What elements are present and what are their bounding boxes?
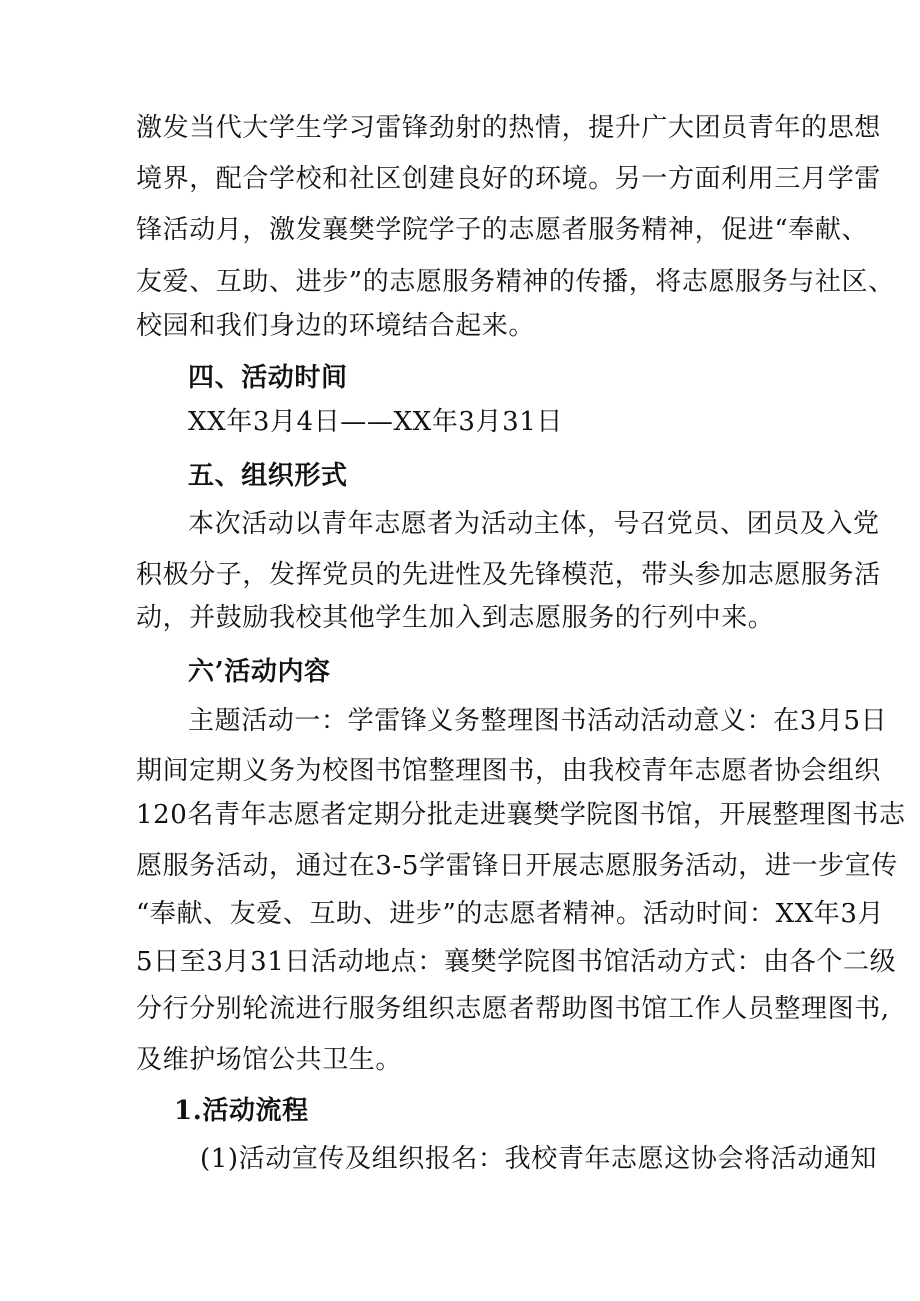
body-text-line: 激发当代大学生学习雷锋劲射的热情，提升广大团员青年的思想: [136, 113, 881, 143]
body-text-line: 分行分别轮流进行服务组织志愿者帮助图书馆工作人员整理图书,: [136, 994, 890, 1024]
section-heading-activity-time: 四、活动时间: [188, 363, 348, 393]
body-text-line: 愿服务活动，通过在3-5学雷锋日开展志愿服务活动，进一步宣传: [136, 851, 898, 881]
body-text-line: 锋活动月，激发襄樊学院学子的志愿者服务精神，促进“奉献、: [136, 215, 869, 245]
body-text-line: 及维护场馆公共卫生。: [136, 1045, 403, 1075]
body-text-line: 主题活动一：学雷锋义务整理图书活动活动意义：在3月5日: [188, 706, 888, 736]
body-text-line: 境界，配合学校和社区创建良好的环境。另一方面利用三月学雷: [136, 164, 881, 194]
body-text-line: 5日至3月31日活动地点：襄樊学院图书馆活动方式：由各个二级: [136, 947, 897, 977]
body-text-line: 积极分子，发挥党员的先进性及先锋模范，带头参加志愿服务活: [136, 560, 881, 590]
body-text-line: 校园和我们身边的环境结合起来。: [136, 311, 536, 341]
body-text-line: (1)活动宣传及组织报名：我校青年志愿这协会将活动通知: [200, 1144, 878, 1174]
body-text-line: “奉献、友爱、互助、进步”的志愿者精神。活动时间：XX年3月: [136, 899, 885, 929]
body-text-line: 友爱、互助、进步”的志愿服务精神的传播，将志愿服务与社区、: [136, 267, 895, 297]
body-text-line: 期间定期义务为校图书馆整理图书，由我校青年志愿者协会组织: [136, 756, 881, 786]
body-text-line: 120名青年志愿者定期分批走进襄樊学院图书馆，开展整理图书志: [136, 800, 906, 830]
section-heading-organization-form: 五、组织形式: [188, 461, 348, 491]
subsection-heading-activity-process: 1.活动流程: [174, 1096, 309, 1126]
body-text-line: 动，并鼓励我校其他学生加入到志愿服务的行列中来。: [136, 603, 775, 633]
body-text-line: 本次活动以青年志愿者为活动主体，号召党员、团员及入党: [188, 509, 880, 539]
section-heading-activity-content: 六’活动内容: [188, 657, 331, 687]
activity-time-range: XX年3月4日——XX年3月31日: [188, 407, 563, 437]
